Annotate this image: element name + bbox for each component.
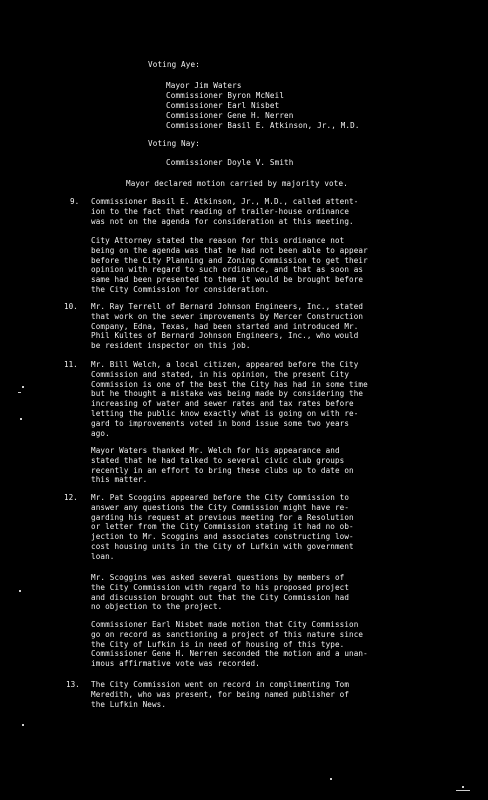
- text-line: gard to improvements voted in bond issue some two years: [91, 418, 350, 428]
- text-line: Mayor Waters thanked Mr. Welch for his appearance and: [91, 446, 340, 455]
- text-line: Mr. Pat Scoggins appeared before the City Commission to: [91, 493, 350, 502]
- text-line: Mr. Bill Welch, a local citizen, appeared before the City: [91, 360, 359, 369]
- text-line: Mr. Ray Terrell of Bernard Johnson Engineers, Inc., stated: [91, 302, 364, 311]
- text-line: Commission is one of the best the City has had in some time: [91, 379, 368, 389]
- text-line: the Lufkin News.: [91, 699, 167, 709]
- motion-declaration: Mayor declared motion carried by majority vote.: [126, 179, 348, 188]
- text-line: opinion with regard to such ordinance, and that as soon as: [91, 265, 364, 275]
- scan-speck: [462, 786, 464, 788]
- text-line: before the City Planning and Zoning Commission to get their: [91, 255, 368, 265]
- text-line: jection to Mr. Scoggins and associates constructing low-: [91, 532, 354, 542]
- item-number: 11.: [64, 360, 78, 369]
- text-line: imous affirmative vote was recorded.: [91, 659, 260, 669]
- text-line: Commissioner Earl Nisbet made motion that City Commission: [91, 620, 359, 629]
- text-line: Commissioner Gene H. Nerren seconded the motion and a unan-: [91, 649, 368, 659]
- voting-nay-heading: Voting Nay:: [148, 139, 200, 148]
- text-line: or letter from the City Commission stating it had no ob-: [91, 522, 354, 532]
- aye-voter: Commissioner Gene H. Nerren: [166, 111, 294, 120]
- aye-voter: Commissioner Earl Nisbet: [166, 101, 280, 110]
- item-number: 13.: [66, 680, 80, 689]
- item-number: 12.: [64, 493, 78, 502]
- text-line: the City of Lufkin is in need of housing of this type.: [91, 639, 345, 649]
- text-line: no objection to the project.: [91, 602, 223, 612]
- text-line: Commissioner Basil E. Atkinson, Jr., M.D., called attent-: [91, 197, 359, 206]
- item-number: 9.: [70, 197, 80, 206]
- aye-voter: Commissioner Basil E. Atkinson, Jr., M.D.: [166, 121, 360, 130]
- scan-speck: [19, 590, 21, 592]
- text-line: and discussion brought out that the City Commission had: [91, 592, 350, 602]
- item-paragraph: [91, 493, 421, 562]
- text-line: being on the agenda was that he had not been able to appear: [91, 245, 368, 255]
- scan-speck: [456, 790, 470, 791]
- voting-aye-heading: Voting Aye:: [148, 60, 200, 69]
- text-line: ago.: [91, 428, 110, 438]
- scan-speck: [330, 778, 332, 780]
- text-line: ion to the fact that reading of trailer-house ordinance: [91, 206, 350, 216]
- item-paragraph: [91, 236, 421, 295]
- text-line: Mr. Scoggins was asked several questions by members of: [91, 573, 345, 582]
- scan-speck: [22, 386, 24, 388]
- text-line: City Attorney stated the reason for this ordinance not: [91, 236, 345, 245]
- item-paragraph: [91, 620, 421, 669]
- text-line: go on record as sanctioning a project of this nature since: [91, 629, 364, 639]
- item-paragraph: [91, 360, 421, 438]
- text-line: Meredith, who was present, for being named publisher of: [91, 689, 350, 699]
- text-line: answer any questions the City Commission might have re-: [91, 502, 350, 512]
- scan-speck: [18, 392, 21, 393]
- text-line: the City Commission for consideration.: [91, 284, 270, 294]
- text-line: Commission and stated, in his opinion, the present City: [91, 369, 350, 379]
- text-line: The City Commission went on record in complimenting Tom: [91, 680, 350, 689]
- text-line: be resident inspector on this job.: [91, 341, 251, 351]
- item-number: 10.: [64, 302, 78, 311]
- scan-speck: [22, 724, 24, 726]
- text-line: this matter.: [91, 475, 148, 485]
- text-line: the City Commission with regard to his proposed project: [91, 582, 350, 592]
- nay-voter: Commissioner Doyle V. Smith: [166, 158, 294, 167]
- item-paragraph: [91, 573, 421, 612]
- aye-voter: Mayor Jim Waters: [166, 81, 242, 90]
- text-line: Company, Edna, Texas, had been started and introduced Mr.: [91, 321, 359, 331]
- text-line: Phil Kultes of Bernard Johnson Engineers, Inc., who would: [91, 331, 359, 341]
- text-line: increasing of water and sewer rates and tax rates before: [91, 399, 354, 409]
- text-line: but he thought a mistake was being made by considering the: [91, 389, 364, 399]
- text-line: letting the public know exactly what is going on with re-: [91, 408, 359, 418]
- item-paragraph: [91, 302, 421, 351]
- text-line: cost housing units in the City of Lufkin with government: [91, 541, 354, 551]
- item-paragraph: [91, 680, 421, 709]
- text-line: stated that he had talked to several civic club groups: [91, 455, 345, 465]
- text-line: same had been presented to them it would be brought before: [91, 275, 364, 285]
- text-line: loan.: [91, 551, 115, 561]
- aye-voter: Commissioner Byron McNeil: [166, 91, 285, 100]
- text-line: garding his request at previous meeting for a Resolution: [91, 512, 354, 522]
- text-line: recently in an effort to bring these clubs up to date on: [91, 465, 354, 475]
- item-paragraph: [91, 197, 421, 226]
- text-line: was not on the agenda for consideration at this meeting.: [91, 216, 354, 226]
- scan-speck: [20, 418, 22, 420]
- item-paragraph: [91, 446, 421, 485]
- text-line: that work on the sewer improvements by Mercer Construction: [91, 311, 364, 321]
